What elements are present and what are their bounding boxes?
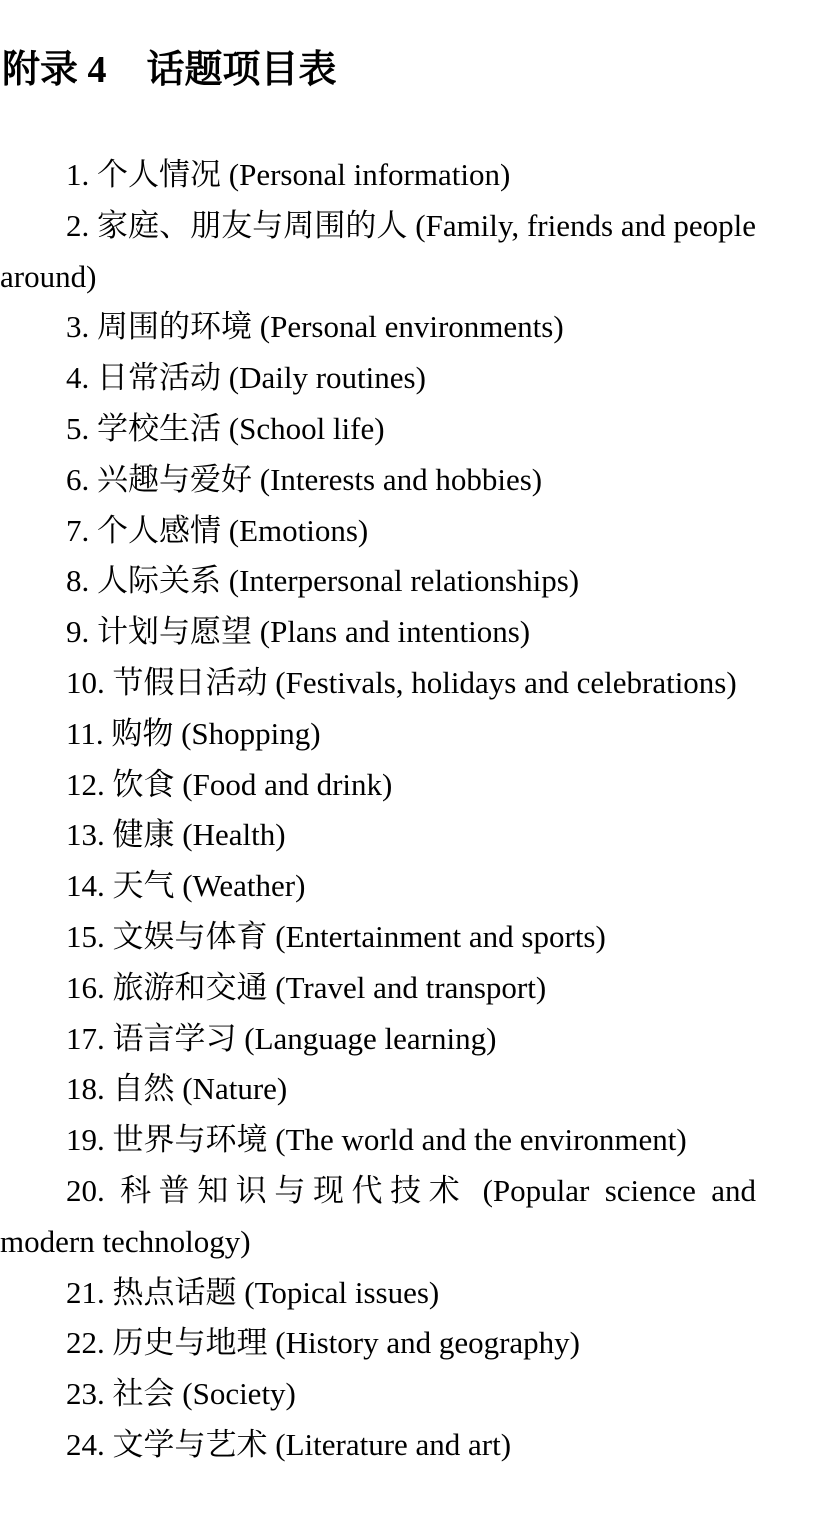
topic-item: 11. 购物 (Shopping) — [66, 715, 321, 751]
appendix-title: 话题项目表 — [146, 49, 337, 91]
topic-item: 4. 日常活动 (Daily routines) — [66, 360, 426, 396]
topic-item: 22. 历史与地理 (History and geography) — [66, 1325, 580, 1361]
topic-item: 2. 家庭、朋友与周围的人 (Family, friends and people around) — [0, 207, 756, 294]
topic-item: 7. 个人感情 (Emotions) — [66, 512, 369, 548]
topic-item: 21. 热点话题 (Topical issues) — [66, 1274, 440, 1310]
topic-item: 19. 世界与环境 (The world and the environment) — [66, 1122, 687, 1158]
topic-item: 24. 文学与艺术 (Literature and art) — [66, 1426, 512, 1462]
appendix-number: 附录 4 — [2, 49, 107, 91]
topic-item: 23. 社会 (Society) — [66, 1376, 296, 1412]
topic-item: 5. 学校生活 (School life) — [66, 410, 385, 446]
topic-item: 6. 兴趣与爱好 (Interests and hobbies) — [66, 461, 543, 497]
topic-item: 18. 自然 (Nature) — [66, 1071, 288, 1107]
topic-item: 17. 语言学习 (Language learning) — [66, 1020, 497, 1056]
topic-item: 3. 周围的环境 (Personal environments) — [66, 309, 564, 345]
topic-item: 9. 计划与愿望 (Plans and intentions) — [66, 614, 531, 650]
topic-item: 13. 健康 (Health) — [66, 817, 286, 853]
page-title — [2, 44, 337, 96]
topic-item: 14. 天气 (Weather) — [66, 868, 306, 904]
topic-item: 12. 饮食 (Food and drink) — [66, 766, 393, 802]
topic-item: 16. 旅游和交通 (Travel and transport) — [66, 969, 547, 1005]
topic-item: 20. 科普知识与现代技术 (Popular science and modern technology) — [0, 1172, 756, 1259]
topic-item: 10. 节假日活动 (Festivals, holidays and celebrations) — [66, 664, 737, 700]
topic-item: 15. 文娱与体育 (Entertainment and sports) — [66, 918, 606, 954]
topic-list — [0, 150, 756, 1471]
topic-item: 8. 人际关系 (Interpersonal relationships) — [66, 563, 580, 599]
topic-item: 1. 个人情况 (Personal information) — [66, 157, 511, 192]
